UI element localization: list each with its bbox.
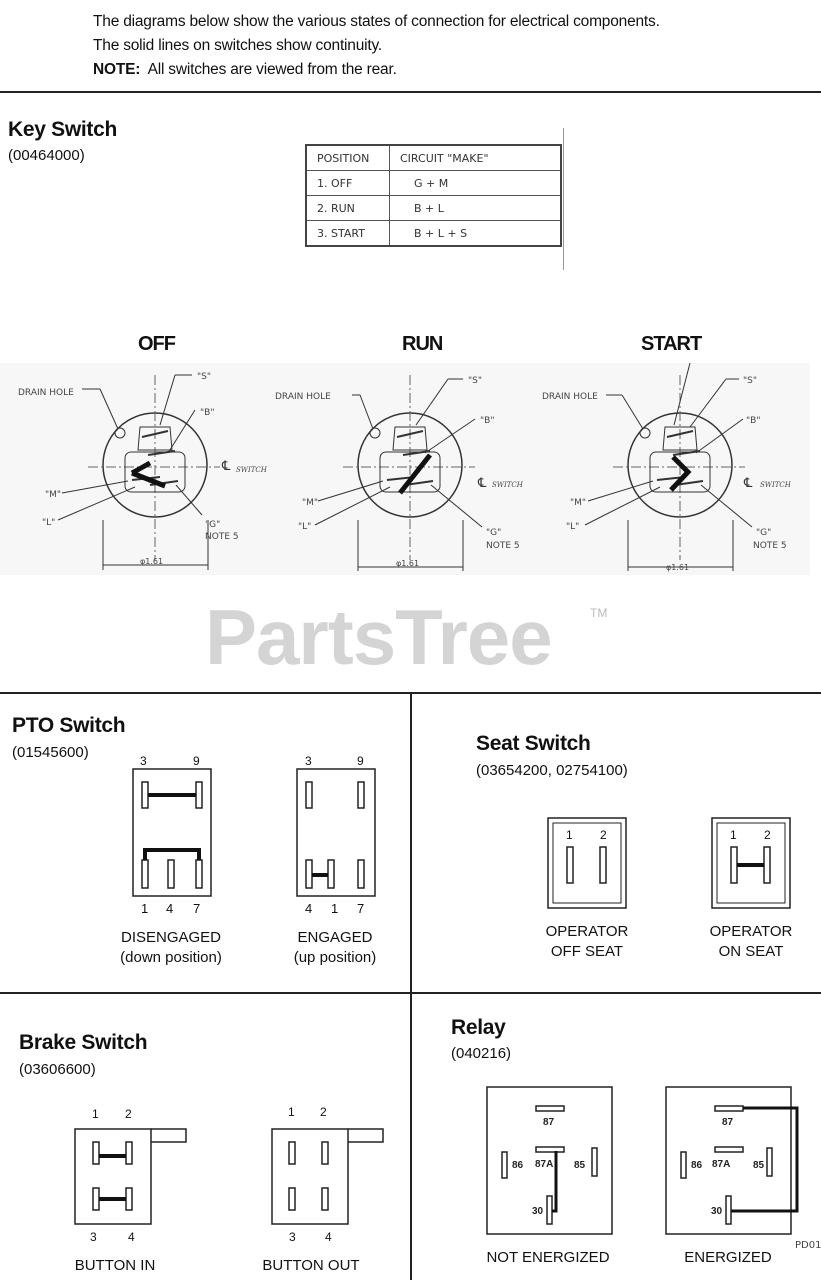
- divider-vertical: [410, 692, 412, 1280]
- g-label: "G": [205, 520, 221, 530]
- pto-engaged-line1: ENGAGED: [297, 929, 373, 946]
- centerline-icon: ℄: [744, 476, 753, 491]
- seat-on-terminal-1: 1: [730, 828, 737, 842]
- key-switch-title: Key Switch: [8, 118, 118, 141]
- brake-button-in-diagram: [74, 1128, 189, 1226]
- pto-engaged-diagram: [296, 768, 376, 898]
- brake-in-terminal-4: 4: [128, 1230, 135, 1244]
- note-5-label: NOTE 5: [486, 541, 520, 551]
- position-label-off: OFF: [138, 333, 175, 355]
- table-header-circuit: CIRCUIT "MAKE": [390, 145, 562, 171]
- energized-label: ENERGIZED: [684, 1249, 772, 1266]
- pin-86-label: 86: [691, 1160, 703, 1171]
- note-label: NOTE:: [93, 61, 141, 78]
- position-label-run: RUN: [402, 333, 443, 355]
- seat-off-terminal-2: 2: [600, 828, 607, 842]
- key-switch-part: (00464000): [8, 147, 85, 164]
- brake-out-terminal-1: 1: [288, 1105, 295, 1119]
- pin-87a-label: 87A: [712, 1159, 731, 1170]
- m-label: "M": [302, 498, 319, 508]
- s-label: "S": [197, 372, 211, 382]
- diameter-label: φ1.61: [396, 559, 420, 568]
- brake-in-terminal-3: 3: [90, 1230, 97, 1244]
- note-5-label: NOTE 5: [205, 532, 239, 542]
- partstree-watermark: PartsTree: [205, 593, 552, 681]
- pto-disengaged-label: [96, 928, 246, 968]
- s-label: "S": [743, 376, 757, 386]
- button-out-label: BUTTON OUT: [262, 1257, 360, 1274]
- pin-87a-label: 87A: [535, 1159, 554, 1170]
- seat-on-terminal-2: 2: [764, 828, 771, 842]
- pin-30-label: 30: [711, 1206, 723, 1217]
- pto-dis-terminal-3: 3: [140, 754, 147, 768]
- switch-cl-label: SWITCH: [492, 481, 523, 489]
- off-seat-line1: OPERATOR: [545, 923, 629, 940]
- g-label: "G": [486, 528, 502, 538]
- table-edge-line: [563, 128, 564, 270]
- relay-not-energized-diagram: [486, 1086, 614, 1236]
- relay-part: (040216): [451, 1045, 512, 1062]
- seat-switch-title: Seat Switch: [476, 732, 591, 755]
- m-label: "M": [570, 498, 587, 508]
- centerline-icon: ℄: [478, 476, 487, 491]
- position-label-start: START: [641, 333, 702, 355]
- s-label: "S": [468, 376, 482, 386]
- pto-eng-terminal-1: 1: [331, 901, 339, 916]
- brake-button-out-diagram: [271, 1128, 386, 1226]
- pto-dis-terminal-4: 4: [166, 901, 174, 916]
- drawing-code: PD01: [795, 1240, 821, 1251]
- key-switch-drawing-start: [540, 355, 810, 580]
- pto-disengaged-line2: (down position): [120, 949, 222, 966]
- seat-off-terminal-1: 1: [566, 828, 573, 842]
- off-seat-line2: OFF SEAT: [550, 943, 624, 960]
- pin-86-label: 86: [512, 1160, 524, 1171]
- pin-87-label: 87: [722, 1117, 734, 1128]
- on-seat-line1: OPERATOR: [709, 923, 793, 940]
- table-row: [306, 171, 561, 196]
- pto-switch-part: (01545600): [12, 744, 89, 761]
- table-cell: 2. RUN: [306, 196, 390, 221]
- seat-switch-part: (03654200, 02754100): [476, 762, 628, 779]
- switch-cl-label: SWITCH: [236, 466, 267, 474]
- table-header-row: [306, 145, 561, 171]
- drain-hole-label: DRAIN HOLE: [275, 392, 331, 402]
- operator-off-seat-label: [512, 922, 662, 962]
- brake-out-terminal-3: 3: [289, 1230, 296, 1244]
- centerline-icon: ℄: [222, 459, 231, 474]
- pto-engaged-label: [260, 928, 410, 968]
- brake-in-terminal-2: 2: [125, 1107, 132, 1121]
- brake-switch-part: (03606600): [19, 1061, 96, 1078]
- b-label: "B": [200, 408, 215, 418]
- b-label: "B": [480, 416, 495, 426]
- pin-85-label: 85: [753, 1160, 765, 1171]
- pto-eng-terminal-3: 3: [305, 754, 312, 768]
- key-switch-drawing-run: [270, 355, 540, 580]
- drain-hole-label: DRAIN HOLE: [18, 388, 74, 398]
- button-in-label: BUTTON IN: [74, 1257, 156, 1274]
- note-5-label: NOTE 5: [753, 541, 787, 551]
- not-energized-label: NOT ENERGIZED: [486, 1249, 610, 1266]
- operator-on-seat-label: [676, 922, 821, 962]
- pto-eng-terminal-9: 9: [357, 754, 364, 768]
- pin-87-label: 87: [543, 1117, 555, 1128]
- key-switch-table: [305, 144, 562, 247]
- intro-line-1: The diagrams below show the various states of connection for electrical components.: [93, 13, 660, 30]
- table-cell: B + L + S: [390, 221, 562, 247]
- divider-top: [0, 91, 821, 93]
- brake-out-terminal-2: 2: [320, 1105, 327, 1119]
- table-row: [306, 221, 561, 247]
- switch-cl-label: SWITCH: [760, 481, 791, 489]
- pto-engaged-line2: (up position): [293, 949, 377, 966]
- key-switch-drawing-off: [0, 355, 270, 580]
- table-cell: 1. OFF: [306, 171, 390, 196]
- diameter-label: φ1.61: [140, 557, 164, 566]
- g-label: "G": [756, 528, 772, 538]
- pto-eng-terminal-4: 4: [305, 901, 313, 916]
- pto-eng-terminal-7: 7: [357, 901, 365, 916]
- brake-out-terminal-4: 4: [325, 1230, 332, 1244]
- intro-note: [93, 58, 660, 82]
- pto-dis-terminal-9: 9: [193, 754, 200, 768]
- brake-in-terminal-1: 1: [92, 1107, 99, 1121]
- table-cell: 3. START: [306, 221, 390, 247]
- seat-switch-on-diagram: [711, 817, 791, 909]
- drain-hole-label: DRAIN HOLE: [542, 392, 598, 402]
- diameter-label: φ1.61: [666, 563, 690, 572]
- pin-85-label: 85: [574, 1160, 586, 1171]
- pto-dis-terminal-7: 7: [193, 901, 201, 916]
- pto-disengaged-line1: DISENGAGED: [120, 929, 222, 946]
- relay-title: Relay: [451, 1016, 506, 1039]
- b-label: "B": [746, 416, 761, 426]
- l-label: "L": [566, 522, 580, 532]
- on-seat-line2: ON SEAT: [718, 943, 784, 960]
- table-cell: B + L: [390, 196, 562, 221]
- note-text: All switches are viewed from the rear.: [147, 61, 397, 78]
- pin-30-label: 30: [532, 1206, 544, 1217]
- pto-switch-title: PTO Switch: [12, 714, 126, 737]
- intro-text: [93, 10, 660, 82]
- watermark-tm: TM: [590, 606, 608, 620]
- table-header-position: POSITION: [306, 145, 390, 171]
- m-label: "M": [45, 490, 62, 500]
- intro-line-2: The solid lines on switches show continuity.: [93, 37, 382, 54]
- table-row: [306, 196, 561, 221]
- l-label: "L": [298, 522, 312, 532]
- pto-dis-terminal-1: 1: [141, 901, 149, 916]
- l-label: "L": [42, 518, 56, 528]
- brake-switch-title: Brake Switch: [19, 1031, 148, 1054]
- relay-energized-diagram: [665, 1086, 800, 1236]
- pto-disengaged-diagram: [132, 768, 212, 898]
- seat-switch-off-diagram: [547, 817, 627, 909]
- table-cell: G + M: [390, 171, 562, 196]
